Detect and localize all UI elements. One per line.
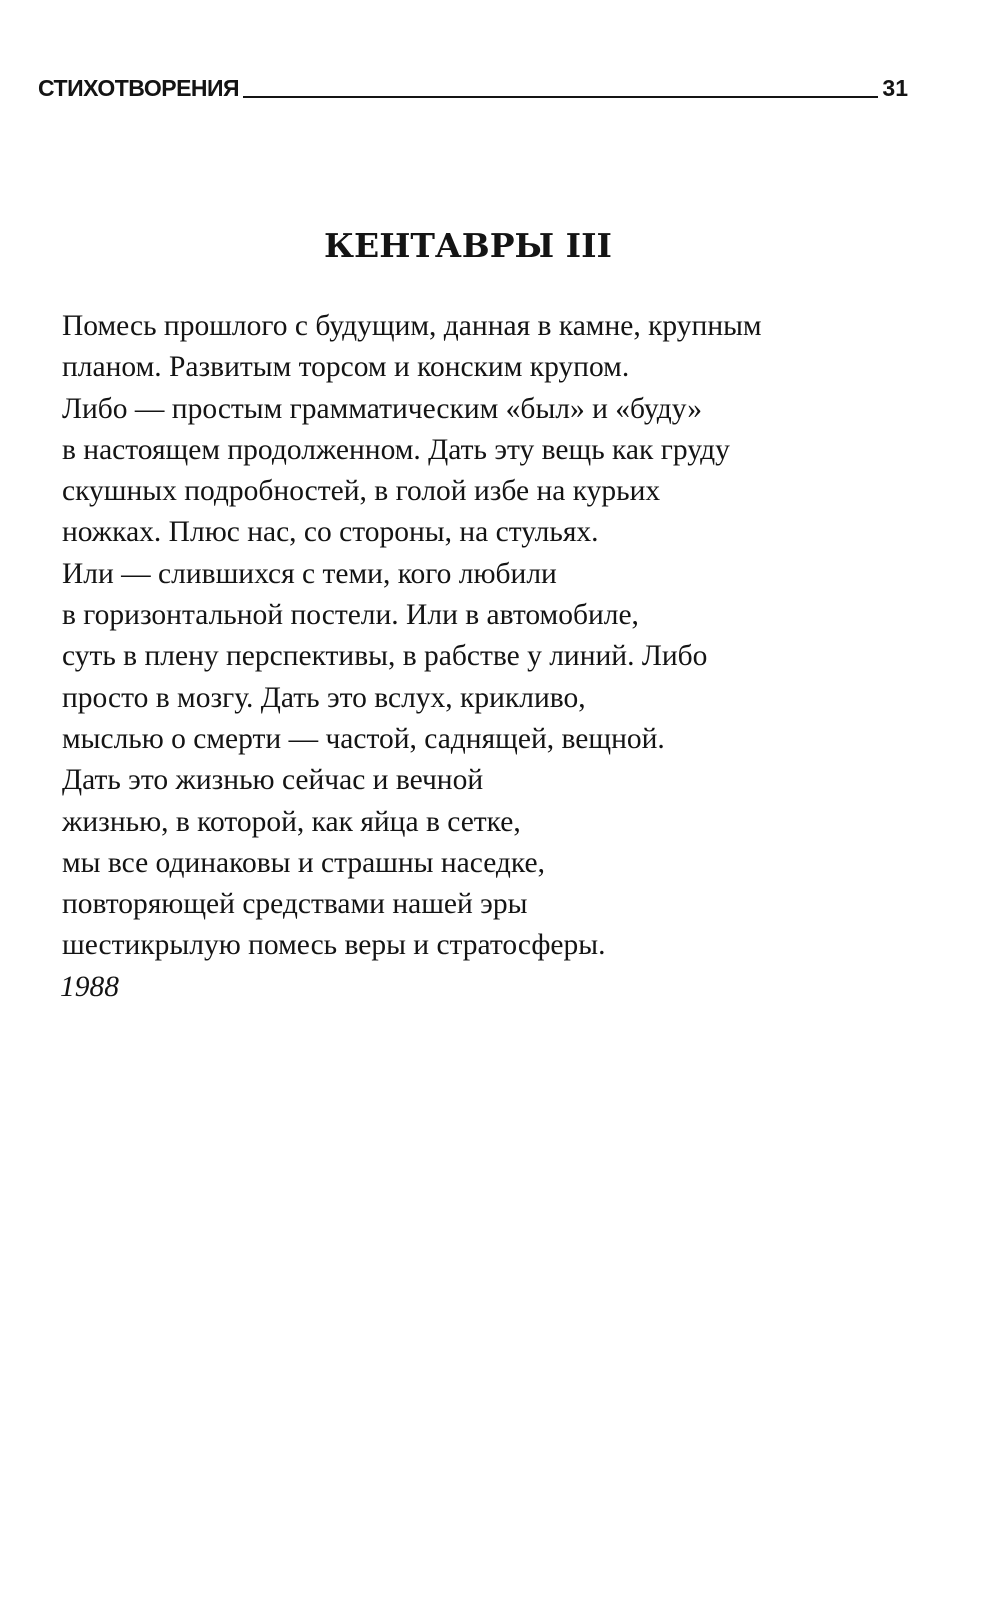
page-number: 31: [882, 75, 908, 101]
poem-line: Или — слившихся с теми, кого любили: [62, 557, 557, 590]
header-rule: [243, 96, 878, 98]
poem-line: повторяющей средствами нашей эры: [62, 888, 528, 921]
poem-body: [62, 306, 942, 967]
poem-line: Дать это жизнью сейчас и вечной: [62, 764, 484, 797]
poem-line: в настоящем продолженном. Дать эту вещь как груду: [62, 433, 730, 466]
poem-date: 1988: [60, 971, 119, 1003]
poem-line: просто в мозгу. Дать это вслух, крикливо,: [62, 681, 586, 714]
poem-line: суть в плену перспективы, в рабстве у линий. Либо: [62, 640, 708, 673]
poem-line: скушных подробностей, в голой избе на курьих: [62, 475, 661, 508]
poem-line: Либо — простым грамматическим «был» и «буду»: [62, 392, 703, 425]
running-head: [38, 68, 908, 100]
poem-line: ножках. Плюс нас, со стороны, на стульях.: [62, 516, 599, 549]
poem-line: в горизонтальной постели. Или в автомобиле,: [62, 599, 639, 632]
poem-line: шестикрылую помесь веры и стратосферы.: [62, 929, 606, 962]
poem-title: КЕНТАВРЫ III: [324, 226, 612, 265]
poem-line: мыслью о смерти — частой, саднящей, вещной.: [62, 722, 665, 755]
poem-line: планом. Развитым торсом и конским крупом.: [62, 351, 630, 384]
poem-line: Помесь прошлого с будущим, данная в камне, крупным: [62, 310, 762, 342]
poem-line: мы все одинаковы и страшны наседке,: [62, 846, 545, 879]
section-name: СТИХОТВОРЕНИЯ: [38, 75, 240, 101]
poem-line: жизнью, в которой, как яйца в сетке,: [62, 805, 521, 838]
